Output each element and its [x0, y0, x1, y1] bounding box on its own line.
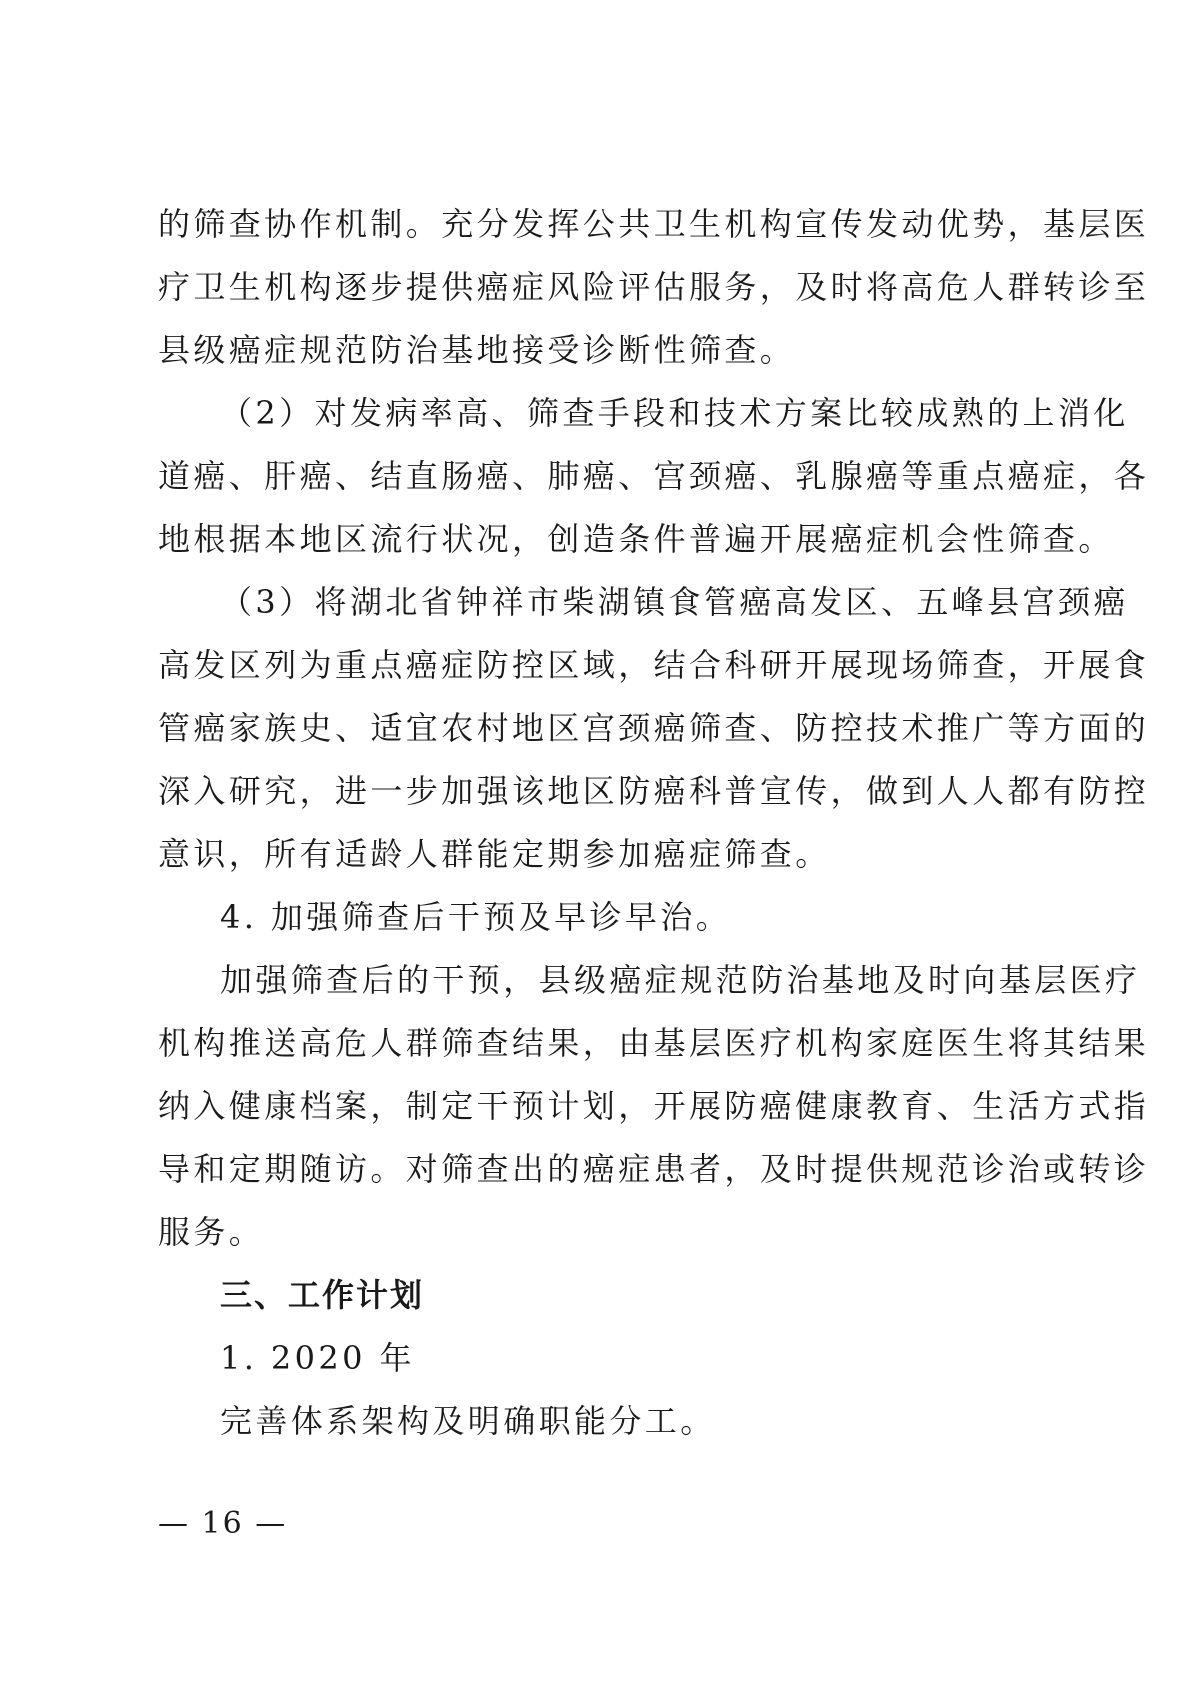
- body-text-line: 完善体系架构及明确职能分工。: [220, 1402, 716, 1440]
- body-text-line: 管癌家族史、适宜农村地区宫颈癌筛查、防控技术推广等方面的: [158, 709, 1150, 747]
- section-subheading: 1. 2020 年: [220, 1339, 415, 1377]
- body-text-line: 加强筛查后的干预，县级癌症规范防治基地及时向基层医疗: [220, 961, 1141, 999]
- body-text-line: 服务。: [158, 1213, 265, 1251]
- body-text-line: 高发区列为重点癌症防控区域，结合科研开展现场筛查，开展食: [158, 646, 1150, 684]
- body-text-line: 机构推送高危人群筛查结果，由基层医疗机构家庭医生将其结果: [158, 1024, 1150, 1062]
- body-text-line: 意识，所有适龄人群能定期参加癌症筛查。: [158, 835, 831, 873]
- section-heading: 三、工作计划: [220, 1276, 425, 1314]
- body-text-line: 地根据本地区流行状况，创造条件普遍开展癌症机会性筛查。: [158, 520, 1114, 558]
- section-subheading: 4. 加强筛查后干预及早诊早治。: [220, 898, 732, 936]
- body-text-line: （2）对发病率高、筛查手段和技术方案比较成熟的上消化: [220, 394, 1129, 432]
- body-text-line: （3）将湖北省钟祥市柴湖镇食管癌高发区、五峰县宫颈癌: [220, 583, 1129, 621]
- body-text-line: 深入研究，进一步加强该地区防癌科普宣传，做到人人都有防控: [158, 772, 1150, 810]
- page-number: — 16 —: [158, 1506, 288, 1541]
- body-text-line: 纳入健康档案，制定干预计划，开展防癌健康教育、生活方式指: [158, 1087, 1150, 1125]
- body-text-line: 道癌、肝癌、结直肠癌、肺癌、宫颈癌、乳腺癌等重点癌症，各: [158, 457, 1150, 495]
- body-text-line: 疗卫生机构逐步提供癌症风险评估服务，及时将高危人群转诊至: [158, 268, 1150, 306]
- body-text-line: 县级癌症规范防治基地接受诊断性筛查。: [158, 331, 796, 369]
- body-text-line: 的筛查协作机制。充分发挥公共卫生机构宣传发动优势，基层医: [158, 205, 1150, 243]
- body-text-line: 导和定期随访。对筛查出的癌症患者，及时提供规范诊治或转诊: [158, 1150, 1150, 1188]
